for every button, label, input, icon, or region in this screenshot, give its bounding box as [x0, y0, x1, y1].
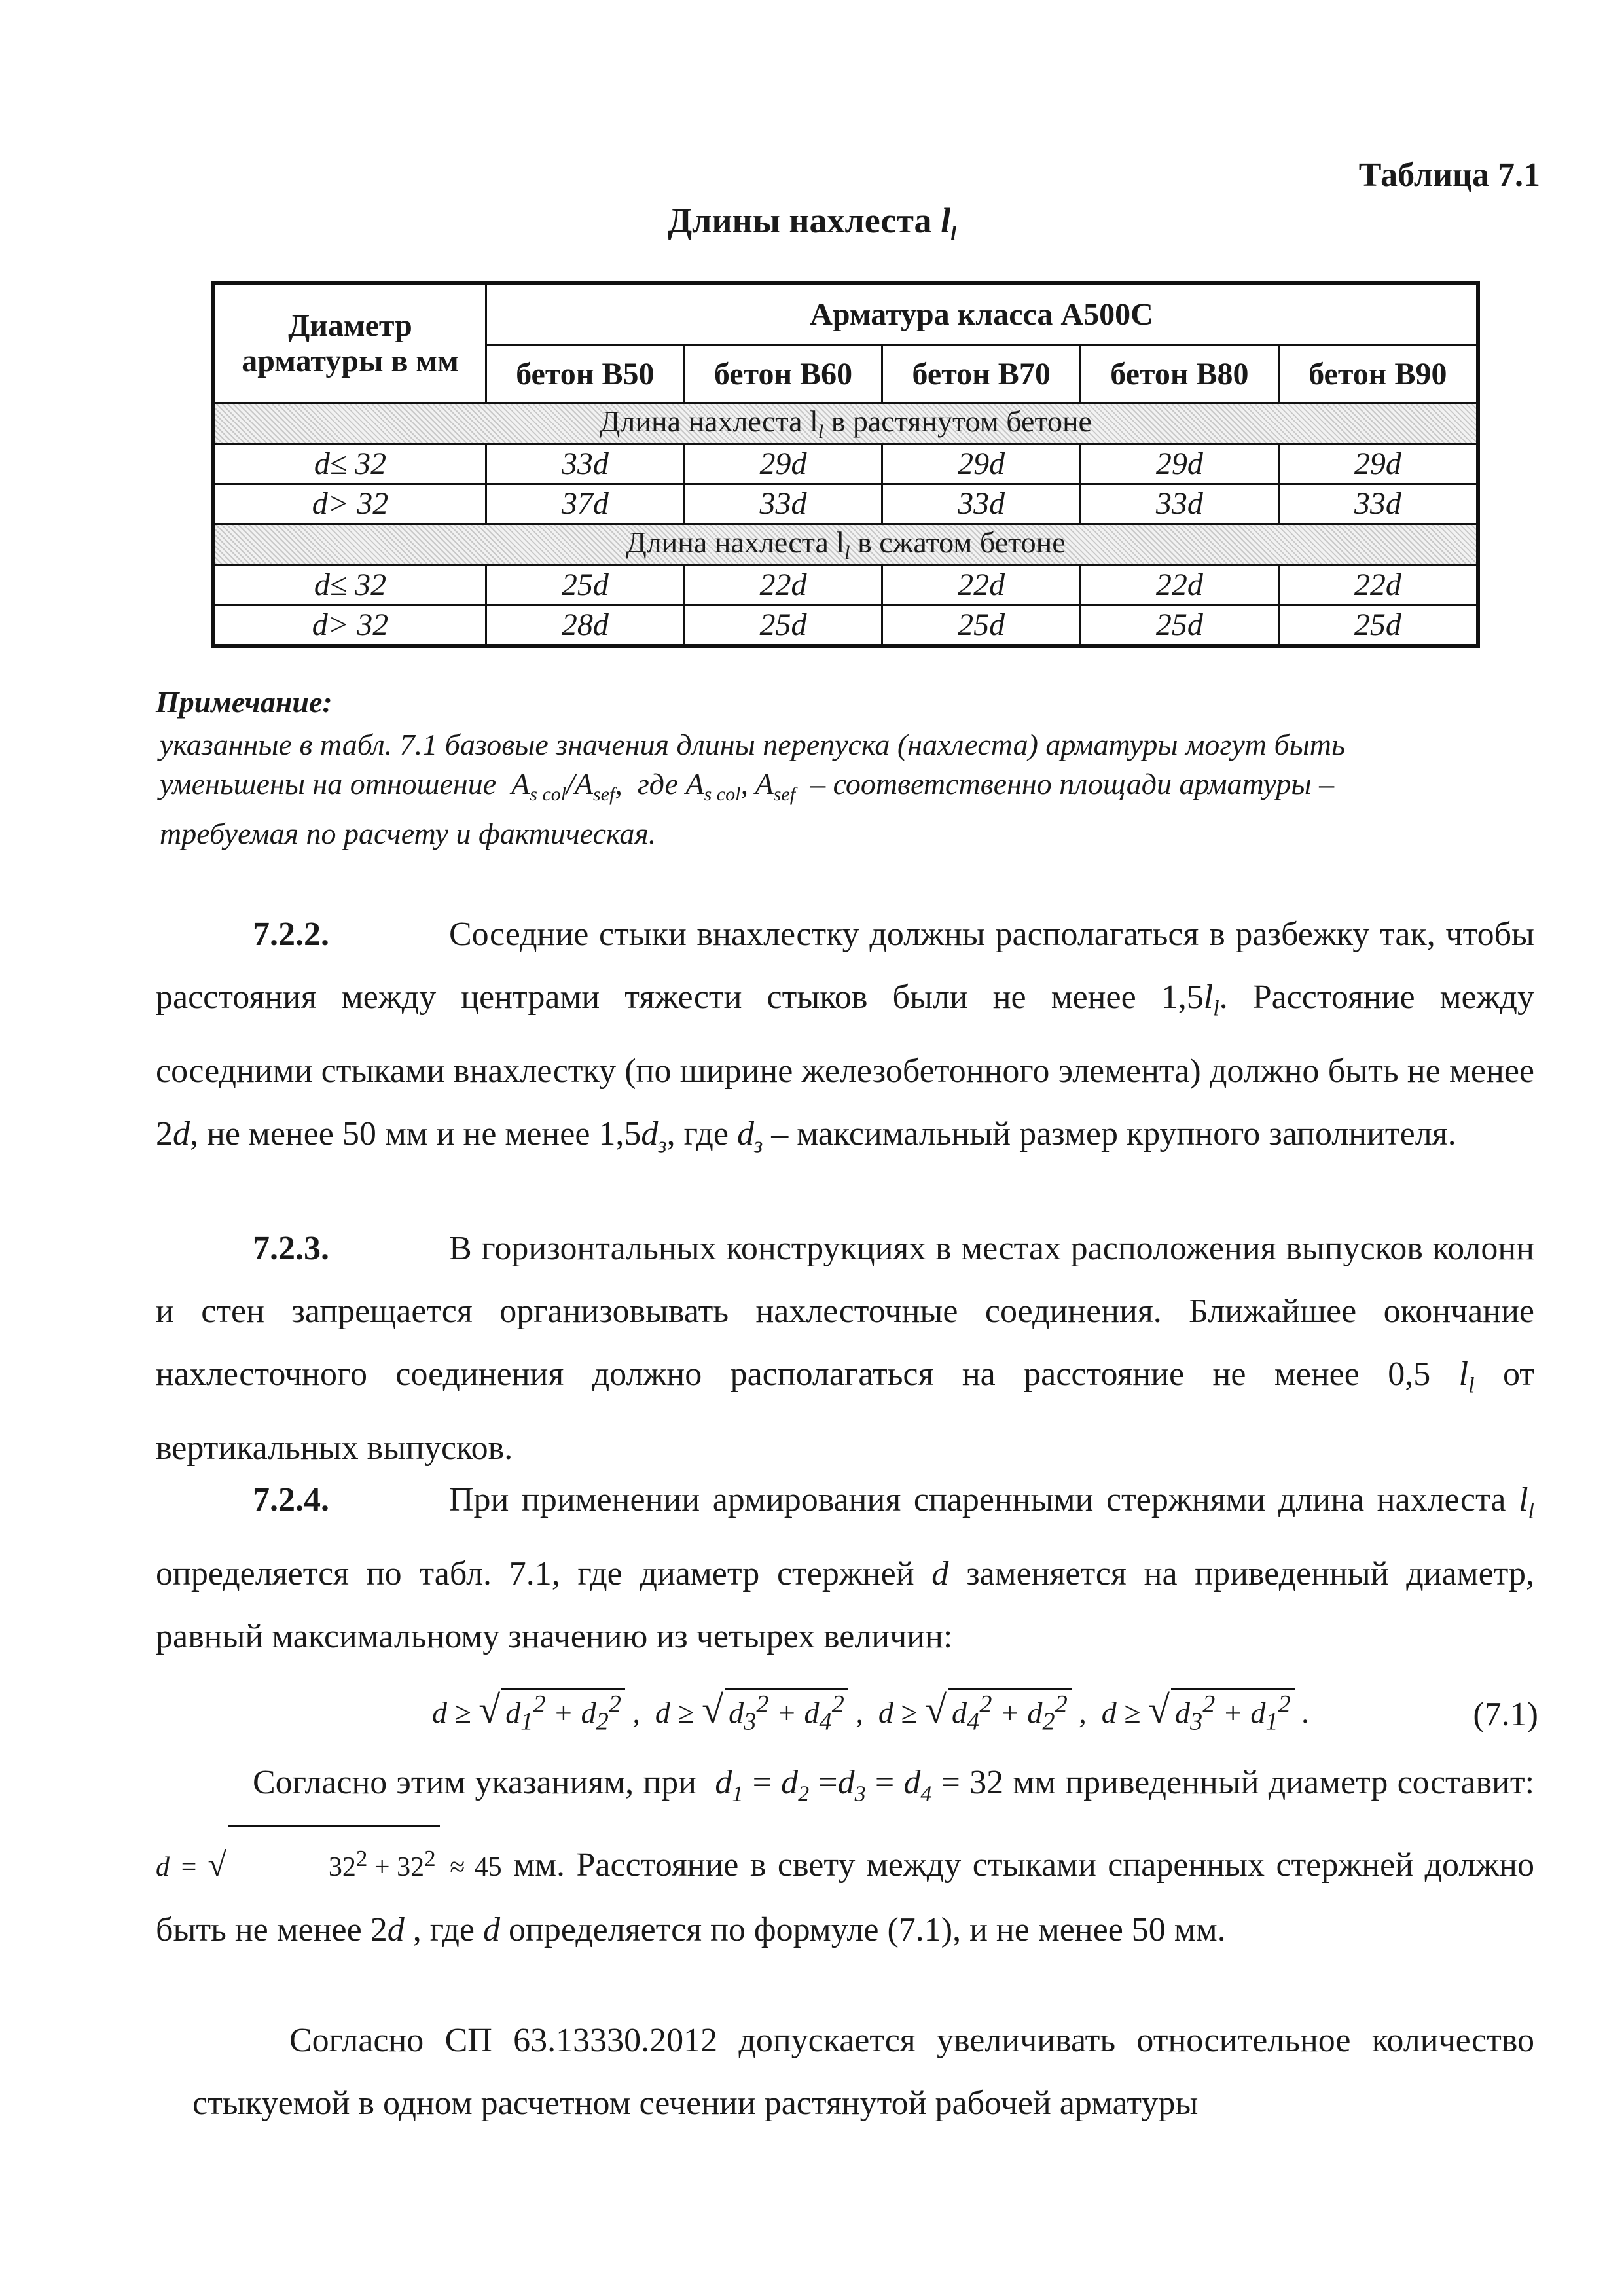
formula-number: (7.1)	[1473, 1696, 1538, 1733]
paragraph-reduced-diameter: Согласно этим указаниям, при $d_1 = d_2 =d_3 = d_4 = 32$ мм приведенный диаметр составит: d = √ $32^2 + 32^2 \approx 45$ мм. Расстояние в свету между стыками спаренных стержней должно быть не менее 2d , где d определяется по формуле (7.1), и не менее 50 мм.	[156, 1764, 1535, 1949]
lap-length-table	[211, 281, 1480, 648]
table-title-symbol: l	[941, 201, 951, 240]
header-concrete-b60: бетон В60	[684, 345, 882, 403]
header-rebar-class: Арматура класса А500С	[486, 283, 1479, 345]
table-row: d≤ 32 25d 22d 22d 22d 22d	[213, 565, 1478, 605]
section-compression: Длина нахлеста $l_l$ в сжатом бетоне	[213, 524, 1478, 565]
paragraph-7-2-2: 7.2.2. Соседние стыки внахлестку должны располагаться в разбежку так, чтобы расстояния между центрами тяжести стыков были не менее $1,5l_l$. Расстояние между соседними стыками внахлестку (по ширине железобетонного элемента) должно быть не менее 2d, не менее 50 мм и не менее $1,5d_з$, где $d_з$ – максимальный размер крупного заполнителя.	[156, 916, 1534, 1158]
table-number: Таблица 7.1	[1358, 156, 1540, 194]
paragraph-7-2-4: 7.2.4. При применении армирования спаренными стержнями длина нахлеста $l_l$ определяется по табл. 7.1, где диаметр стержней d заменяется на приведенный диаметр, равный максимальному значению из четырех величин:	[156, 1481, 1535, 1656]
table-row: d> 32 28d 25d 25d 25d 25d	[213, 605, 1478, 646]
header-concrete-b90: бетон В90	[1278, 345, 1478, 403]
header-concrete-b80: бетон В80	[1081, 345, 1279, 403]
table-row: d> 32 37d 33d 33d 33d 33d	[213, 484, 1478, 524]
formula-7-1: d ≥ √ $d_1^2 + d_2^2$ , d ≥ √ $d_3^2 + d_4^2$ , d ≥ √ $d_4^2 + d_2^2$ , d ≥ √ $d_3^2 + d_1^2$ . (7.1)	[432, 1688, 1538, 1736]
note-title: Примечание:	[156, 685, 333, 719]
section-tension: Длина нахлеста $l_l$ в растянутом бетоне	[213, 403, 1478, 444]
header-concrete-b50: бетон В50	[486, 345, 685, 403]
table-title: Длины нахлеста $l_l$	[668, 201, 956, 245]
header-diameter: Диаметр арматуры в мм	[213, 283, 486, 403]
table-row: d≤ 32 33d 29d 29d 29d 29d	[213, 444, 1478, 484]
paragraph-7-2-3: 7.2.3. В горизонтальных конструкциях в местах расположения выпусков колонн и стен запрещается организовывать нахлесточные соединения. Ближайшее окончание нахлесточного соединения должно располагаться на расстояние не менее 0,5 $l_l$ от вертикальных выпусков.	[156, 1230, 1535, 1467]
note-text: указанные в табл. 7.1 базовые значения длины перепуска (нахлеста) арматуры могут быть уменьшены на отношение $A_{s col}/A_{sef}$, где $A_{s col}$, $A_{sef}$ – соответственно площади арматуры – требуемая по расчету и фактическая.	[160, 728, 1345, 851]
paragraph-sp-63: Согласно СП 63.13330.2012 допускается увеличивать относительное количество стыкуемой в одном расчетном сечении растянутой рабочей арматуры	[192, 2022, 1534, 2122]
header-concrete-b70: бетон В70	[882, 345, 1081, 403]
